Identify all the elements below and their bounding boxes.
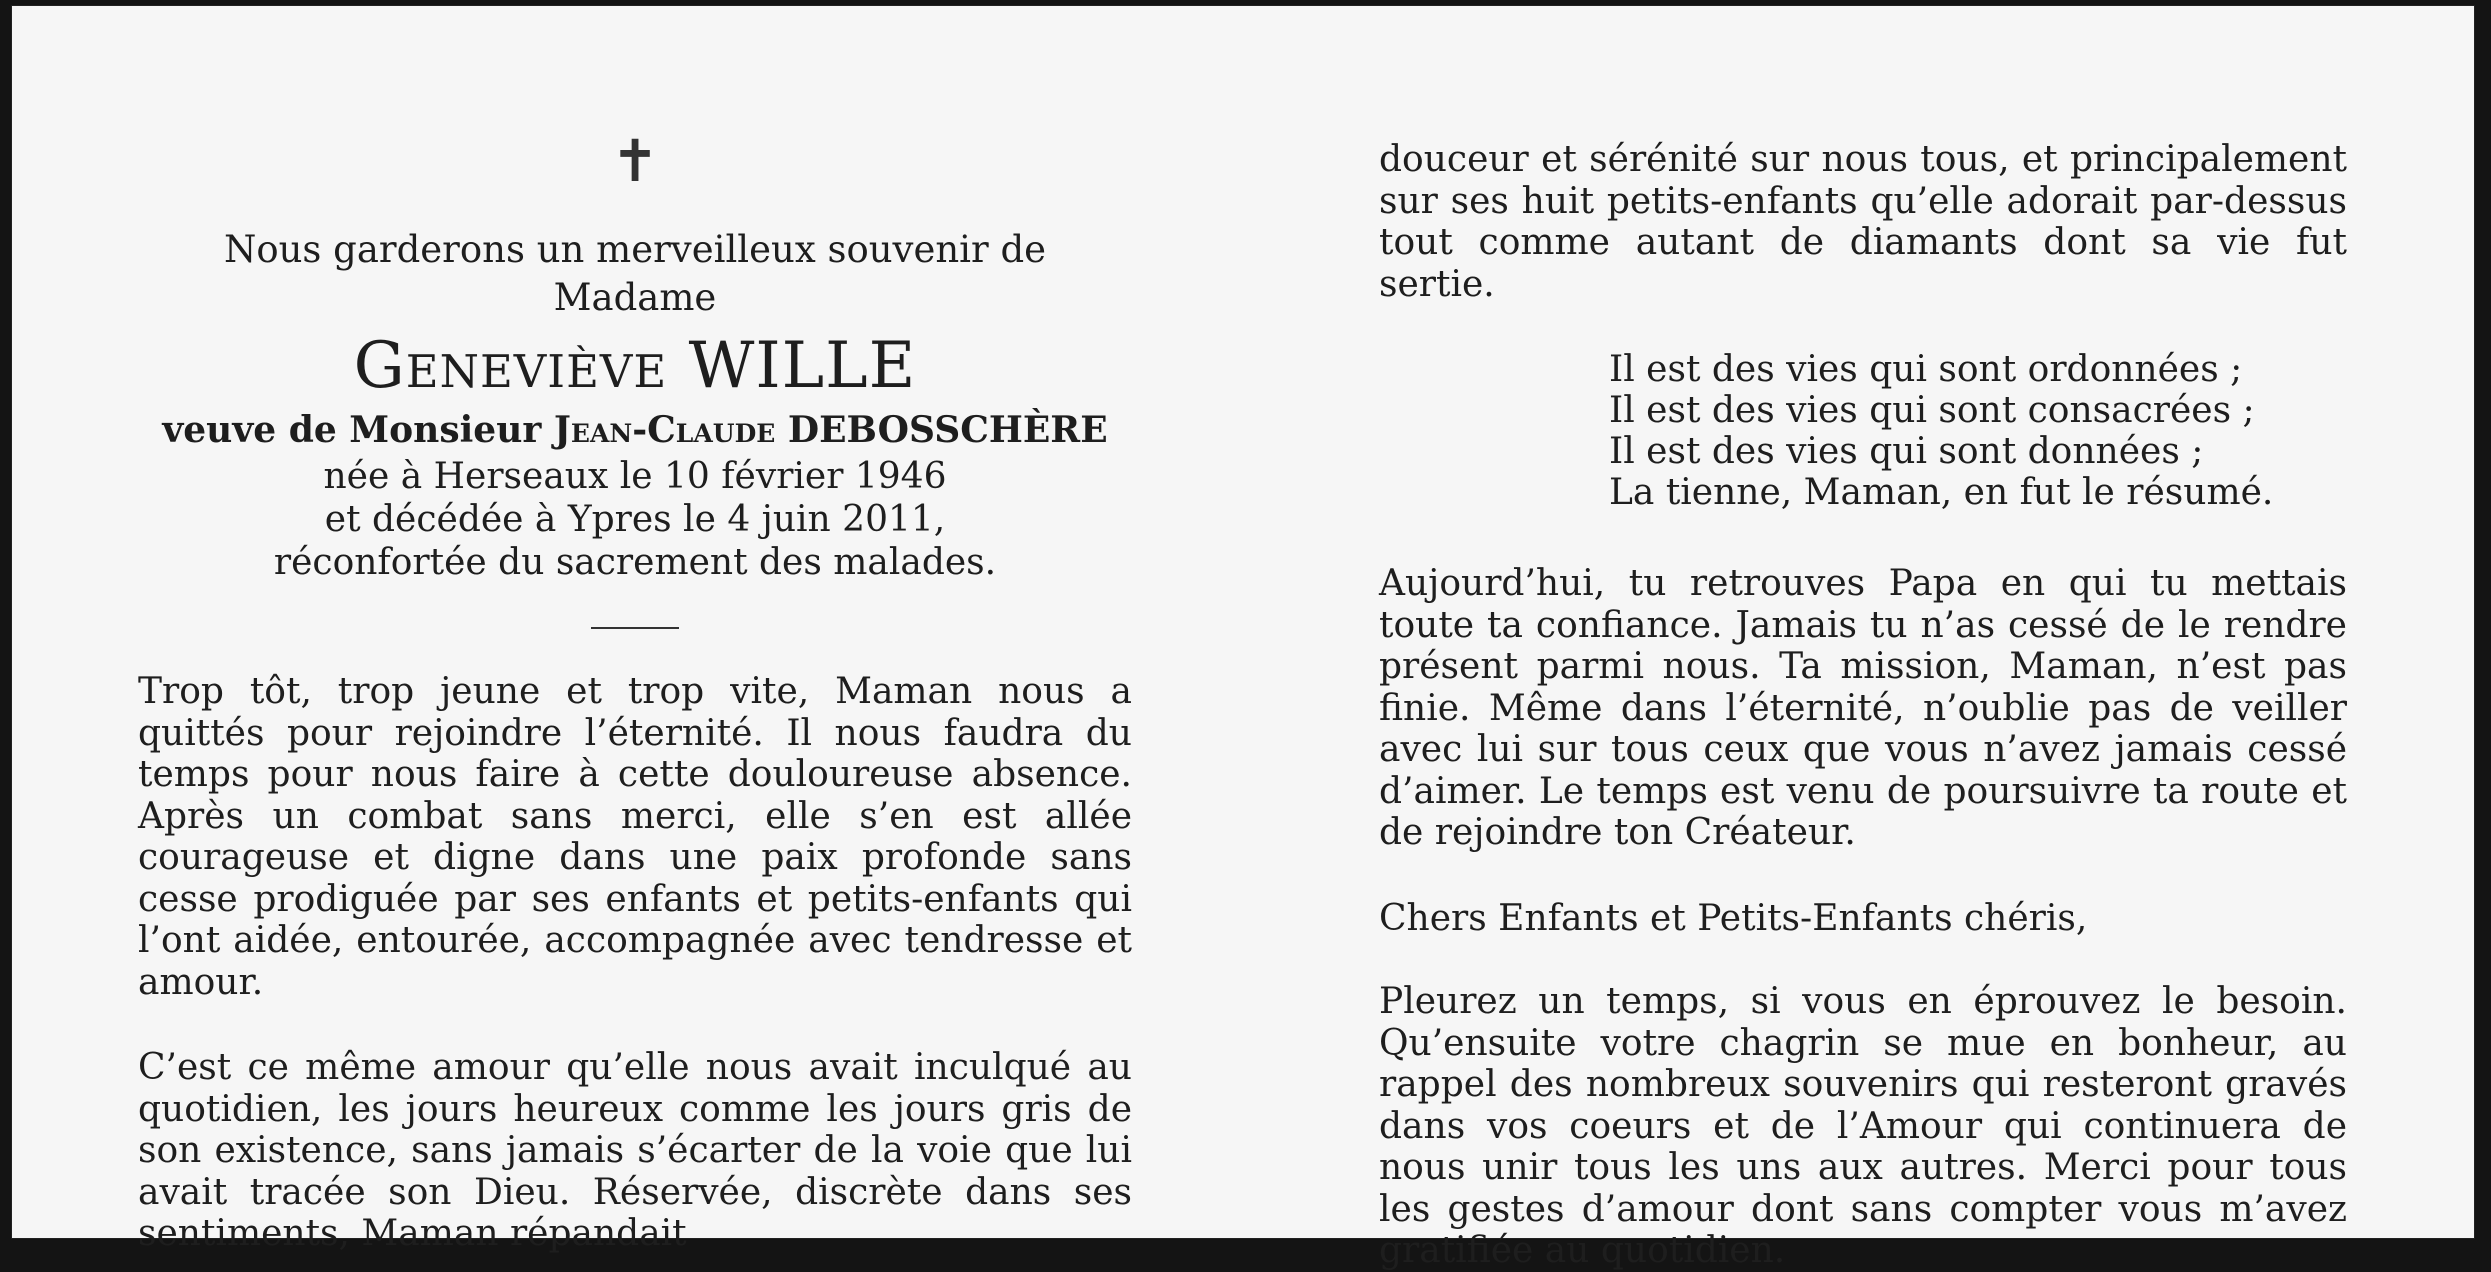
paragraph: C’est ce même amour qu’elle nous avait inculqué au quotidien, les jours heureux comme les jours gris de son existence, sans jamais s’écarter de la voie que lui avait tracée son Dieu. Réservée, discrète dans ses sentiments, Maman répandait bbox=[138, 1047, 1132, 1254]
first-name: Geneviève bbox=[353, 329, 668, 403]
widow-line bbox=[138, 406, 1132, 454]
husband-first-name: Jean-Claude bbox=[553, 409, 776, 451]
paragraph: Trop tôt, trop jeune et trop vite, Maman nous a quittés pour rejoindre l’éternité. Il nous faudra du temps pour nous faire à cette douloureuse absence. Après un combat sans merci, elle s’en est allée courageuse et digne dans une paix profonde sans cesse prodiguée par ses enfants et petits-enfants qui l’ont aidée, entourée, accompagnée avec tendresse et amour. bbox=[138, 671, 1132, 1003]
deceased-name bbox=[138, 326, 1132, 406]
last-name: WILLE bbox=[688, 329, 917, 403]
birth-line: née à Herseaux le 10 février 1946 bbox=[323, 456, 947, 497]
closing-paragraph: Pleurez un temps, si vous en éprouvez le besoin. Qu’ensuite votre chagrin se mue en bonheur, au rappel des nombreux souvenirs qui resteront gravés dans vos coeurs et de l’Amour qui continuera de nous unir tous les uns aux autres. Merci pour tous les gestes d’amour dont sans compter vous m’avez gratifiée au quotidien. bbox=[1379, 981, 2347, 1271]
salutation: Chers Enfants et Petits-Enfants chéris, bbox=[1379, 897, 2088, 939]
memorial-card bbox=[12, 6, 2474, 1271]
husband-last-name: DEBOSSCHÈRE bbox=[787, 409, 1108, 451]
left-page bbox=[138, 126, 1132, 1255]
widow-prefix: veuve de Monsieur bbox=[162, 409, 542, 451]
poem-line: Il est des vies qui sont données ; bbox=[1609, 431, 2204, 472]
divider bbox=[591, 627, 679, 629]
cross-icon: ✝ bbox=[610, 127, 660, 195]
poem-line: La tienne, Maman, en fut le résumé. bbox=[1609, 472, 2274, 513]
poem bbox=[1609, 349, 2347, 513]
paragraph: Aujourd’hui, tu retrouves Papa en qui tu mettais toute ta confiance. Jamais tu n’as cessé de le rendre présent parmi nous. Ta mission, Maman, n’est pas finie. Même dans l’éternité, n’oublie pas de veiller avec lui sur tous ceux que vous n’avez jamais cessé d’aimer. Le temps est venu de poursuivre ta route et de rejoindre ton Créateur. bbox=[1379, 563, 2347, 853]
poem-line: Il est des vies qui sont consacrées ; bbox=[1609, 390, 2255, 431]
right-page bbox=[1379, 139, 2347, 1272]
sacrament-line: réconfortée du sacrement des malades. bbox=[273, 542, 997, 583]
poem-line: Il est des vies qui sont ordonnées ; bbox=[1609, 349, 2243, 390]
intro-line: Nous garderons un merveilleux souvenir de Madame bbox=[223, 228, 1047, 319]
paragraph: douceur et sérénité sur nous tous, et principalement sur ses huit petits-enfants qu’elle adorait par-dessus tout comme autant de diamants dont sa vie fut sertie. bbox=[1379, 139, 2347, 305]
death-line: et décédée à Ypres le 4 juin 2011, bbox=[324, 499, 946, 540]
closing-block bbox=[1379, 898, 2347, 1272]
